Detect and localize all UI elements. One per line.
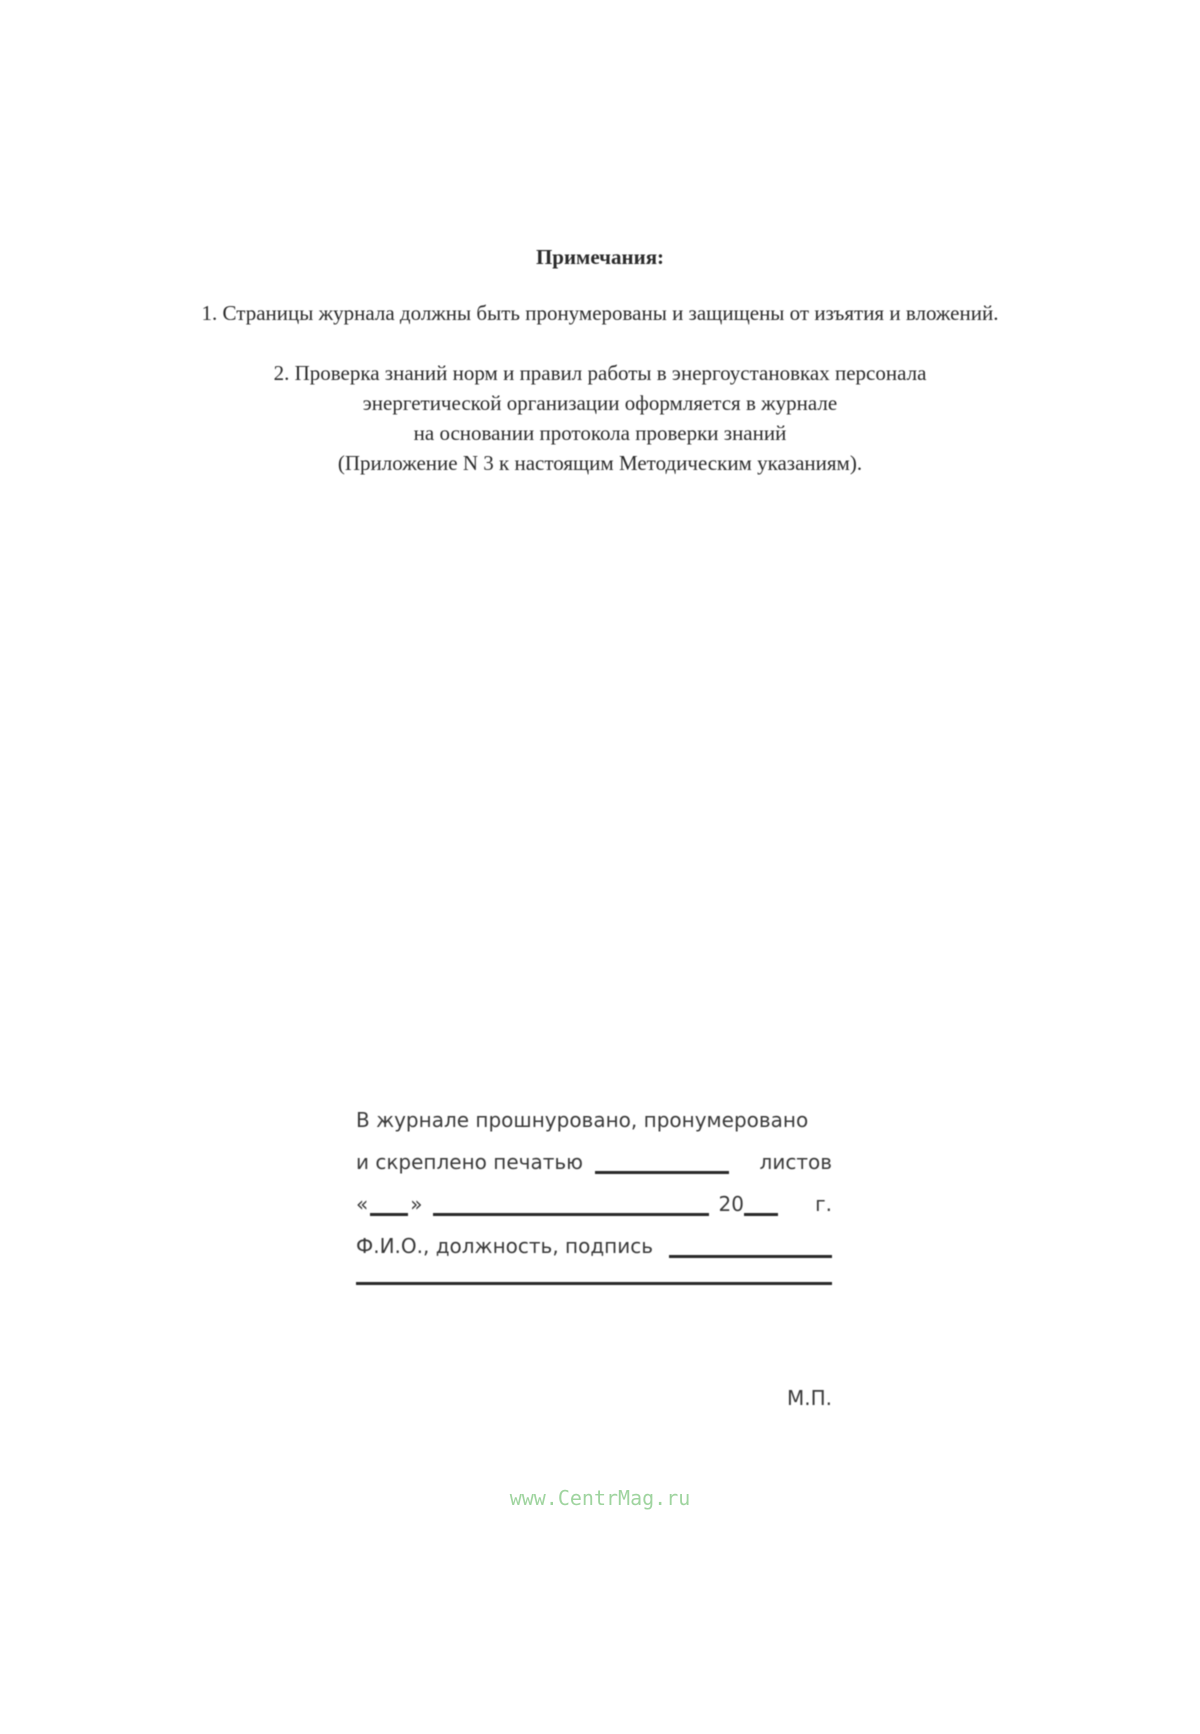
note-1: [0, 298, 1200, 328]
note-2: [0, 358, 1200, 478]
sheets-count-blank[interactable]: [595, 1149, 729, 1174]
signature-full-line[interactable]: [356, 1282, 832, 1285]
year-prefix: 20: [718, 1192, 744, 1216]
cert-row-4: [356, 1216, 832, 1258]
quote-close: »: [410, 1192, 423, 1216]
cert-line-2-prefix: и скреплено печатью: [356, 1150, 583, 1174]
cert-row-2: [356, 1132, 832, 1174]
cert-row-1: [356, 1090, 832, 1132]
month-blank[interactable]: [433, 1191, 709, 1216]
year-blank[interactable]: [744, 1191, 778, 1216]
cert-line-1: В журнале прошнуровано, пронумеровано: [356, 1108, 809, 1132]
note-2-line-4: (Приложение N 3 к настоящим Методическим указаниям).: [337, 451, 863, 475]
cert-row-3: [356, 1174, 832, 1216]
signature-label: Ф.И.О., должность, подпись: [356, 1234, 654, 1258]
note-2-line-1: 2. Проверка знаний норм и правил работы в энергоустановках персонала: [273, 361, 927, 385]
stamp-place-label: М.П.: [786, 1386, 832, 1410]
quote-open: «: [356, 1192, 369, 1216]
cert-line-2-suffix: листов: [759, 1150, 832, 1174]
year-suffix: г.: [815, 1192, 832, 1216]
note-2-line-2: энергетической организации оформляется в журнале: [362, 391, 838, 415]
note-1-line-1: 1. Страницы журнала должны быть пронумерованы и защищены от изъятия и вложений.: [201, 301, 999, 325]
signature-blank[interactable]: [669, 1233, 832, 1258]
watermark-text: www.CentrMag.ru: [509, 1486, 691, 1510]
day-blank[interactable]: [370, 1191, 408, 1216]
certification-block: [356, 1090, 832, 1285]
notes-section: [0, 242, 1200, 478]
note-2-line-3: на основании протокола проверки знаний: [413, 421, 787, 445]
notes-title: Примечания:: [535, 245, 665, 269]
